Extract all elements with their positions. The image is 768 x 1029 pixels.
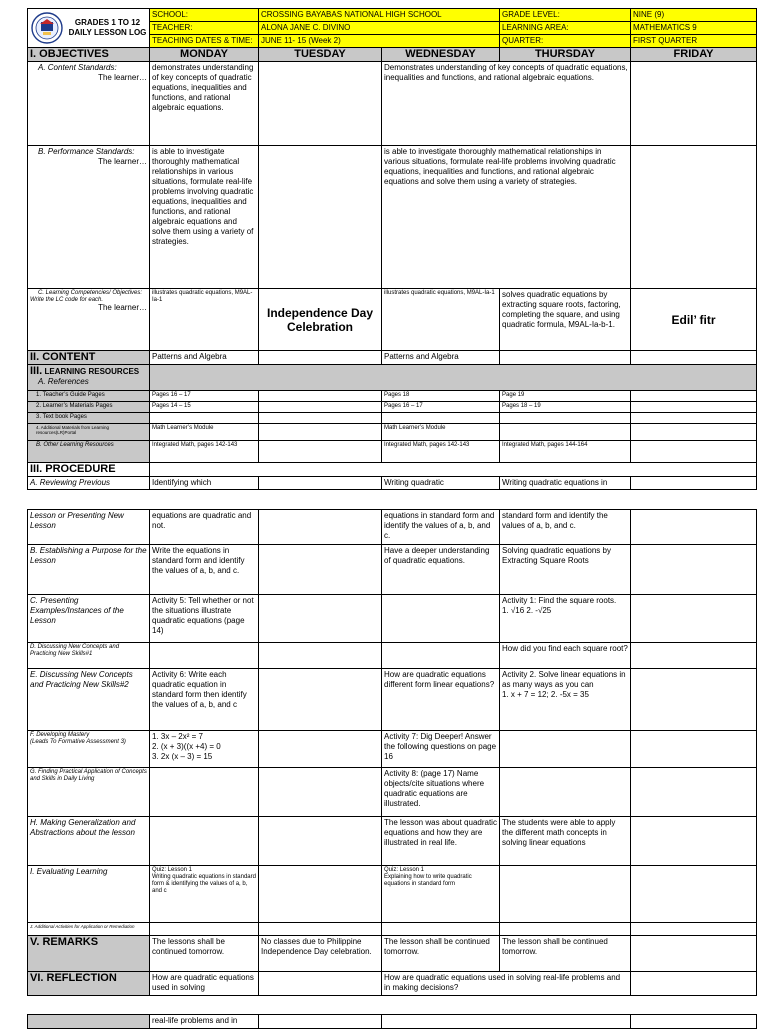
grade-label: GRADE LEVEL: — [500, 9, 631, 22]
performance-standards-title: B. Performance Standards: — [38, 147, 135, 156]
performance-standards-label — [28, 146, 150, 289]
reflection-heading: VI. REFLECTION — [28, 972, 150, 996]
generalization-label: H. Making Generalization and Abstractions about the lesson — [28, 817, 150, 866]
reflection-friday — [631, 972, 757, 996]
discussing2-label: E. Discussing New Concepts and Practicing New Skills#2 — [28, 669, 150, 731]
performance-standards-friday — [631, 146, 757, 289]
practical-tuesday — [259, 768, 382, 817]
purpose-monday: Write the equations in standard form and identify the values of a, b, and c. — [150, 545, 259, 595]
quarter-value: FIRST QUARTER — [631, 35, 757, 48]
purpose-tuesday — [259, 545, 382, 595]
reflection-monday-cont: real-life problems and in — [150, 1015, 259, 1029]
performance-standards-wednesday: is able to investigate thoroughly mathematical relationships in various situations, formulate real-life problems involving quadratic equations, inequalities and functions, and rational algebraic equations and solve them using a variety of strategies. — [382, 146, 631, 289]
mastery-monday-item3: 3. 2x (x – 3) = 15 — [152, 752, 213, 761]
reviewing-thursday-cont: standard form and identify the values of a, b, and c. — [500, 510, 631, 545]
purpose-row — [28, 545, 757, 595]
reflection-tuesday-cont — [259, 1015, 382, 1029]
presenting-thursday-items: 1. √16 2. -√25 — [502, 606, 552, 615]
teachers-guide-wednesday: Pages 18 — [382, 391, 500, 402]
school-value: CROSSING BAYABAS NATIONAL HIGH SCHOOL — [259, 9, 500, 22]
practical-row — [28, 768, 757, 817]
performance-standards-sub: The learner… — [98, 157, 147, 166]
reflection-wednesday-cont — [382, 1015, 631, 1029]
generalization-friday — [631, 817, 757, 866]
textbook-row — [28, 413, 757, 424]
additional-activities-row — [28, 923, 757, 936]
competencies-wednesday: illustrates quadratic equations, M9AL-Ia-1 — [382, 289, 500, 351]
presenting-friday — [631, 595, 757, 643]
mastery-sub: (Leads To Formative Assessment 3) — [30, 739, 126, 745]
content-tuesday — [259, 351, 382, 365]
purpose-friday — [631, 545, 757, 595]
mastery-label — [28, 731, 150, 768]
reflection-row — [28, 972, 757, 996]
textbook-tuesday — [259, 413, 382, 424]
other-resources-row — [28, 441, 757, 463]
additional-activities-thursday — [500, 923, 631, 936]
generalization-monday — [150, 817, 259, 866]
practical-monday — [150, 768, 259, 817]
learners-materials-tuesday — [259, 402, 382, 413]
content-friday — [631, 351, 757, 365]
additional-materials-friday — [631, 424, 757, 441]
reviewing-monday-cont: equations are quadratic and not. — [150, 510, 259, 545]
evaluating-monday — [150, 866, 259, 923]
presenting-tuesday — [259, 595, 382, 643]
lesson-log-table-page2 — [27, 509, 757, 996]
content-thursday — [500, 351, 631, 365]
additional-activities-friday — [631, 923, 757, 936]
competencies-friday: Edil’ fitr — [631, 289, 757, 351]
competencies-note: Write the LC code for each. — [30, 297, 104, 303]
mastery-wednesday: Activity 7: Dig Deeper! Answer the following questions on page 16 — [382, 731, 500, 768]
mastery-friday — [631, 731, 757, 768]
area-label: LEARNING AREA: — [500, 22, 631, 35]
objectives-heading: I. OBJECTIVES — [28, 48, 150, 62]
content-standards-friday — [631, 62, 757, 146]
mastery-thursday — [500, 731, 631, 768]
practical-friday — [631, 768, 757, 817]
other-resources-thursday: Integrated Math, pages 144-164 — [500, 441, 631, 463]
additional-activities-wednesday — [382, 923, 500, 936]
evaluating-friday — [631, 866, 757, 923]
teachers-guide-label: 1. Teacher’s Guide Pages — [28, 391, 150, 402]
lesson-log-table-page3 — [27, 1014, 757, 1029]
additional-materials-tuesday — [259, 424, 382, 441]
content-standards-sub: The learner… — [98, 73, 147, 82]
learners-materials-row — [28, 402, 757, 413]
competencies-sub: The learner… — [98, 303, 147, 312]
evaluating-monday-desc: Writing quadratic equations in standard form & identifying the values of a, b, and c — [152, 874, 256, 894]
content-monday: Patterns and Algebra — [150, 351, 259, 365]
learners-materials-monday: Pages 14 – 15 — [150, 402, 259, 413]
competencies-monday: illustrates quadratic equations, M9AL-Ia-1 — [150, 289, 259, 351]
reviewing-wednesday-cont: equations in standard form and identify the values of a, b, and c. — [382, 510, 500, 545]
evaluating-label: I. Evaluating Learning — [28, 866, 150, 923]
learning-resources-title: LEARNING RESOURCES — [44, 367, 140, 376]
quarter-label: QUARTER: — [500, 35, 631, 48]
textbook-wednesday — [382, 413, 500, 424]
learning-resources-fill — [150, 365, 757, 391]
content-row — [28, 351, 757, 365]
reviewing-label-cont: Lesson or Presenting New Lesson — [28, 510, 150, 545]
mastery-monday — [150, 731, 259, 768]
procedure-row — [28, 463, 757, 477]
textbook-thursday — [500, 413, 631, 424]
school-label: SCHOOL: — [150, 9, 259, 22]
evaluating-wednesday-desc: Explaining how to write quadratic equations in standard form — [384, 874, 472, 887]
presenting-wednesday — [382, 595, 500, 643]
dates-value: JUNE 11- 15 (Week 2) — [259, 35, 500, 48]
learners-materials-label: 2. Learner’s Materials Pages — [28, 402, 150, 413]
discussing2-tuesday — [259, 669, 382, 731]
mastery-tuesday — [259, 731, 382, 768]
teachers-guide-row — [28, 391, 757, 402]
evaluating-tuesday — [259, 866, 382, 923]
discussing2-thursday-items: 1. x + 7 = 12; 2. -5x = 35 — [502, 690, 589, 699]
presenting-thursday-activity: Activity 1: Find the square roots. — [502, 596, 617, 605]
additional-activities-tuesday — [259, 923, 382, 936]
discussing1-friday — [631, 643, 757, 669]
discussing1-row — [28, 643, 757, 669]
monday-heading: MONDAY — [150, 48, 259, 62]
thursday-heading: THURSDAY — [500, 48, 631, 62]
additional-materials-row — [28, 424, 757, 441]
content-standards-row — [28, 62, 757, 146]
reviewing-tuesday-cont — [259, 510, 382, 545]
reviewing-label: A. Reviewing Previous — [28, 477, 150, 490]
performance-standards-tuesday — [259, 146, 382, 289]
reviewing-monday: Identifying which — [150, 477, 259, 490]
content-standards-title: A. Content Standards: — [38, 63, 117, 72]
content-standards-monday: demonstrates understanding of key concepts of quadratic equations, inequalities and functions, and rational algebraic equations. — [150, 62, 259, 146]
generalization-row — [28, 817, 757, 866]
learning-resources-heading — [28, 365, 150, 391]
teachers-guide-monday: Pages 16 – 17 — [150, 391, 259, 402]
competencies-title: C. Learning Competencies/ Objectives: — [38, 290, 143, 296]
remarks-tuesday: No classes due to Philippine Independence Day celebration. — [259, 936, 382, 972]
competencies-thursday: solves quadratic equations by extracting square roots, factoring, completing the square, and using quadratic formula, M9AL-Ia-b-1. — [500, 289, 631, 351]
generalization-wednesday: The lesson was about quadratic equations and how they are illustrated in real life. — [382, 817, 500, 866]
textbook-label: 3. Text book Pages — [28, 413, 150, 424]
evaluating-row — [28, 866, 757, 923]
presenting-monday: Activity 5: Tell whether or not the situations illustrate quadratic equations (page 14) — [150, 595, 259, 643]
textbook-monday — [150, 413, 259, 424]
teacher-value: ALONA JANE C. DIVINO — [259, 22, 500, 35]
purpose-wednesday: Have a deeper understanding of quadratic equations. — [382, 545, 500, 595]
reviewing-tuesday — [259, 477, 382, 490]
purpose-label: B. Establishing a Purpose for the Lesson — [28, 545, 150, 595]
reflection-row-cont — [28, 1015, 757, 1029]
mastery-row — [28, 731, 757, 768]
reflection-heading-cont — [28, 1015, 150, 1029]
dates-label: TEACHING DATES & TIME: — [150, 35, 259, 48]
mastery-monday-item1: 1. 3x – 2x² = 7 — [152, 732, 203, 741]
other-resources-friday — [631, 441, 757, 463]
log-title: GRADES 1 TO 12 DAILY LESSON LOG — [68, 18, 147, 37]
practical-wednesday: Activity 8: (page 17) Name objects/cite situations where quadratic equations are illustrated. — [382, 768, 500, 817]
content-standards-label — [28, 62, 150, 146]
area-value: MATHEMATICS 9 — [631, 22, 757, 35]
deped-seal-logo-icon — [30, 12, 64, 44]
remarks-thursday: The lesson shall be continued tomorrow. — [500, 936, 631, 972]
presenting-row — [28, 595, 757, 643]
additional-materials-thursday — [500, 424, 631, 441]
discussing1-wednesday — [382, 643, 500, 669]
remarks-row — [28, 936, 757, 972]
other-resources-wednesday: Integrated Math, pages 142-143 — [382, 441, 500, 463]
discussing1-monday — [150, 643, 259, 669]
discussing1-thursday: How did you find each square root? — [500, 643, 631, 669]
grade-value: NINE (9) — [631, 9, 757, 22]
teachers-guide-thursday: Page 19 — [500, 391, 631, 402]
practical-label: G. Finding Practical Application of Concepts and Skills in Daily Living — [28, 768, 150, 817]
competencies-tuesday: Independence Day Celebration — [259, 289, 382, 351]
reflection-friday-cont — [631, 1015, 757, 1029]
discussing2-thursday-activity: Activity 2. Solve linear equations in as many ways as you can — [502, 670, 626, 689]
learners-materials-thursday: Pages 18 – 19 — [500, 402, 631, 413]
learners-materials-friday — [631, 402, 757, 413]
performance-standards-monday: is able to investigate thoroughly mathematical relationships in various situations, formulate real-life problems involving quadratic equations, inequalities and functions, and rational algebraic equations and solve them using a variety of strategies. — [150, 146, 259, 289]
additional-materials-wednesday: Math Learner’s Module — [382, 424, 500, 441]
competencies-row — [28, 289, 757, 351]
remarks-friday — [631, 936, 757, 972]
teachers-guide-friday — [631, 391, 757, 402]
other-resources-monday: Integrated Math, pages 142-143 — [150, 441, 259, 463]
additional-materials-label: 4. Additional Materials from Learning resources(LR)Portal — [28, 424, 150, 441]
remarks-wednesday: The lesson shall be continued tomorrow. — [382, 936, 500, 972]
content-wednesday: Patterns and Algebra — [382, 351, 500, 365]
procedure-heading: III. PROCEDURE — [28, 463, 150, 477]
remarks-heading: V. REMARKS — [28, 936, 150, 972]
discussing2-row — [28, 669, 757, 731]
wednesday-heading: WEDNESDAY — [382, 48, 500, 62]
reflection-tuesday — [259, 972, 382, 996]
other-resources-label: B. Other Learning Resources — [28, 441, 150, 463]
generalization-tuesday — [259, 817, 382, 866]
additional-activities-monday — [150, 923, 259, 936]
discussing2-wednesday: How are quadratic equations different form linear equations? — [382, 669, 500, 731]
additional-activities-label: J. Additional Activities for Application or Remediation — [28, 923, 150, 936]
evaluating-thursday — [500, 866, 631, 923]
teachers-guide-tuesday — [259, 391, 382, 402]
discussing1-label: D. Discussing New Concepts and Practicing New Skills#1 — [28, 643, 150, 669]
teacher-label: TEACHER: — [150, 22, 259, 35]
reviewing-friday-cont — [631, 510, 757, 545]
reviewing-row-part1 — [28, 477, 757, 490]
discussing2-friday — [631, 669, 757, 731]
procedure-fill — [150, 463, 757, 477]
discussing1-tuesday — [259, 643, 382, 669]
reviewing-wednesday: Writing quadratic — [382, 477, 500, 490]
content-standards-wednesday: Demonstrates understanding of key concepts of quadratic equations, inequalities and functions, and rational algebraic equations. — [382, 62, 631, 146]
references-label: A. References — [38, 377, 89, 386]
reflection-monday: How are quadratic equations used in solving — [150, 972, 259, 996]
remarks-monday: The lessons shall be continued tomorrow. — [150, 936, 259, 972]
friday-heading: FRIDAY — [631, 48, 757, 62]
learners-materials-wednesday: Pages 16 – 17 — [382, 402, 500, 413]
textbook-friday — [631, 413, 757, 424]
reviewing-row-part2 — [28, 510, 757, 545]
practical-thursday — [500, 768, 631, 817]
learning-resources-number: III. — [30, 365, 43, 377]
reviewing-friday — [631, 477, 757, 490]
generalization-thursday: The students were able to apply the different math concepts in solving linear equations — [500, 817, 631, 866]
content-standards-tuesday — [259, 62, 382, 146]
discussing2-monday: Activity 6: Write each quadratic equation in standard form then identify the values of a, b, and c — [150, 669, 259, 731]
evaluating-wednesday — [382, 866, 500, 923]
evaluating-monday-title: Quiz: Lesson 1 — [152, 867, 193, 873]
mastery-title: F. Developing Mastery — [30, 732, 90, 738]
content-heading: II. CONTENT — [28, 351, 150, 365]
reviewing-thursday: Writing quadratic equations in — [500, 477, 631, 490]
tuesday-heading: TUESDAY — [259, 48, 382, 62]
performance-standards-row — [28, 146, 757, 289]
mastery-monday-item2: 2. (x + 3)((x +4) = 0 — [152, 742, 221, 751]
other-resources-tuesday — [259, 441, 382, 463]
presenting-thursday — [500, 595, 631, 643]
additional-materials-monday: Math Learner’s Module — [150, 424, 259, 441]
presenting-label: C. Presenting Examples/Instances of the Lesson — [28, 595, 150, 643]
evaluating-wednesday-title: Quiz: Lesson 1 — [384, 867, 425, 873]
purpose-thursday: Solving quadratic equations by Extracting Square Roots — [500, 545, 631, 595]
competencies-label — [28, 289, 150, 351]
lesson-log-table-page1 — [27, 8, 757, 490]
discussing2-thursday — [500, 669, 631, 731]
reflection-wednesday: How are quadratic equations used in solving real-life problems and in making decisions? — [382, 972, 631, 996]
header-logo-cell — [28, 9, 150, 48]
learning-resources-row — [28, 365, 757, 391]
